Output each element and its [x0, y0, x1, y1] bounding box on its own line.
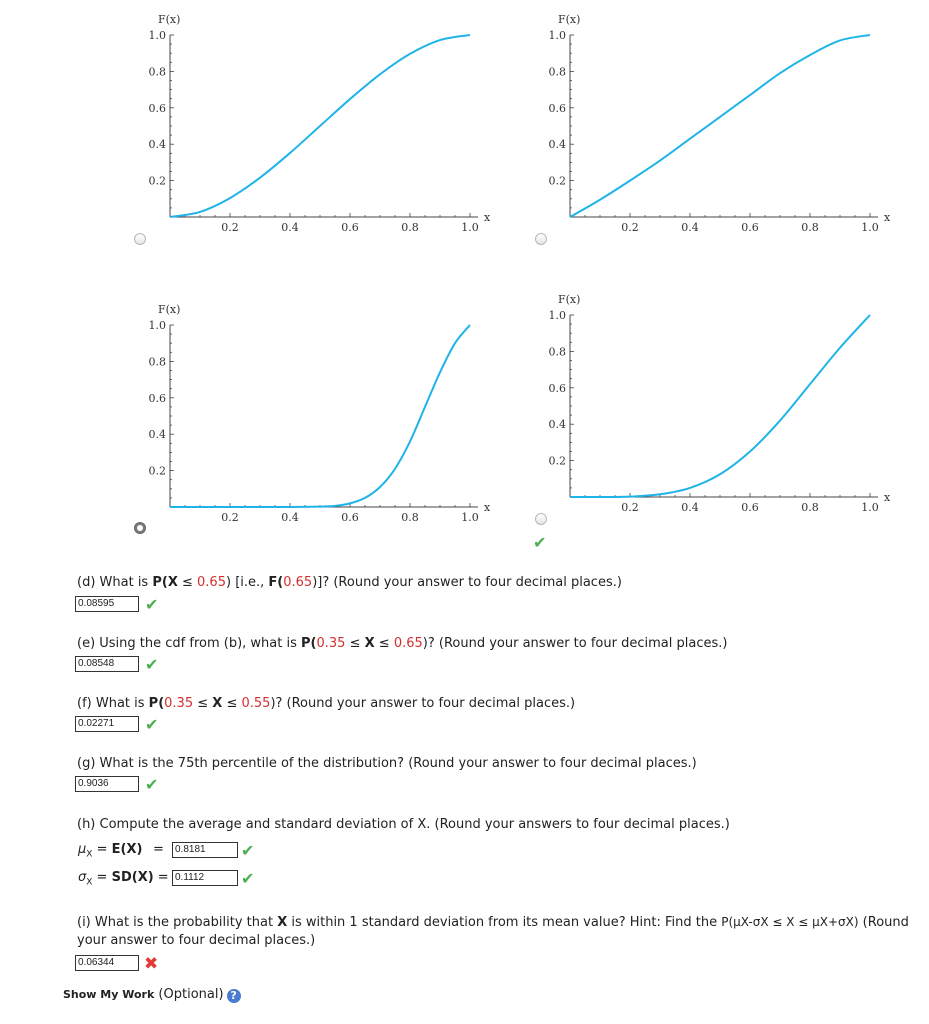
x-tick-label: 0.2: [621, 221, 639, 234]
question-f: (f) What is P(0.35 ≤ X ≤ 0.55)? (Round your answer to four decimal places.): [77, 696, 576, 711]
help-icon[interactable]: ?: [227, 989, 241, 1003]
y-tick-label: 0.2: [548, 454, 566, 468]
y-tick-label: 0.6: [148, 101, 166, 115]
x-tick-label: 0.4: [281, 511, 299, 524]
answer-e-input[interactable]: 0.08548: [75, 656, 139, 672]
answer-g-input[interactable]: 0.9036: [75, 776, 139, 792]
radio-option-c[interactable]: [134, 522, 146, 534]
x-axis-label: x: [484, 211, 491, 224]
check-icon: ✔: [533, 533, 547, 552]
cdf-curve: [570, 315, 870, 497]
cdf-curve: [170, 35, 470, 217]
y-tick-label: 0.2: [148, 174, 166, 188]
x-tick-label: 0.2: [621, 501, 639, 514]
check-icon: ✔: [241, 841, 255, 860]
question-e: (e) Using the cdf from (b), what is P(0.35 ≤ X ≤ 0.65)? (Round your answer to four decimal places.): [77, 636, 728, 651]
x-tick-label: 0.8: [401, 511, 419, 524]
y-tick-label: 0.8: [548, 345, 566, 359]
y-axis-label: F(x): [558, 293, 581, 306]
mu-equals: =: [153, 842, 164, 857]
y-tick-label: 1.0: [548, 309, 566, 322]
radio-option-a[interactable]: [134, 233, 146, 245]
cdf-chart-c: [125, 295, 495, 535]
x-axis-label: x: [884, 211, 891, 224]
y-tick-label: 1.0: [548, 29, 566, 42]
y-tick-label: 0.6: [548, 381, 566, 395]
cdf-curve: [570, 35, 870, 217]
x-tick-label: 1.0: [461, 511, 479, 524]
y-tick-label: 0.4: [148, 138, 166, 152]
x-tick-label: 0.4: [681, 221, 699, 234]
question-d: (d) What is P(X ≤ 0.65) [i.e., F(0.65)]? (Round your answer to four decimal places.): [77, 575, 622, 590]
y-tick-label: 1.0: [148, 29, 166, 42]
x-tick-label: 1.0: [461, 221, 479, 234]
y-tick-label: 0.8: [148, 355, 166, 369]
y-tick-label: 0.4: [548, 418, 566, 432]
x-tick-label: 1.0: [861, 501, 879, 514]
cdf-chart-d: [525, 285, 895, 525]
answer-f-input[interactable]: 0.02271: [75, 716, 139, 732]
x-tick-label: 0.8: [801, 221, 819, 234]
question-h: (h) Compute the average and standard deviation of X. (Round your answers to four decimal places.): [77, 817, 730, 832]
cdf-curve: [170, 325, 470, 507]
question-i: (i) What is the probability that X is within 1 standard deviation from its mean value? Hint: Find the P(μX-σX ≤ X ≤ μX+σX) (Round your answer to four decimal places.): [77, 915, 909, 948]
x-axis-label: x: [884, 491, 891, 504]
x-tick-label: 0.4: [281, 221, 299, 234]
y-tick-label: 0.4: [148, 428, 166, 442]
x-tick-label: 0.2: [221, 221, 239, 234]
sigma-label: $\sigma_X = SD(X)$ =: [78, 870, 169, 888]
x-tick-label: 0.6: [341, 511, 359, 524]
x-tick-label: 0.8: [401, 221, 419, 234]
sigma-input[interactable]: 0.1112: [172, 870, 238, 886]
answer-i-input[interactable]: 0.06344: [75, 955, 139, 971]
x-tick-label: 0.6: [341, 221, 359, 234]
y-axis-label: F(x): [158, 303, 181, 316]
mu-label: $\mu_X = E(X)$: [78, 842, 143, 860]
check-icon: ✔: [145, 775, 159, 794]
check-icon: ✔: [145, 595, 159, 614]
y-axis-label: F(x): [558, 13, 581, 26]
radio-option-d[interactable]: [535, 513, 547, 525]
y-tick-label: 0.6: [148, 391, 166, 405]
x-tick-label: 0.4: [681, 501, 699, 514]
y-tick-label: 0.4: [548, 138, 566, 152]
cross-icon: ✖: [144, 954, 159, 974]
x-tick-label: 0.8: [801, 501, 819, 514]
show-my-work-toggle[interactable]: Show My Work (Optional) ?: [63, 987, 241, 1003]
x-tick-label: 0.2: [221, 511, 239, 524]
radio-option-b[interactable]: [535, 233, 547, 245]
y-tick-label: 0.6: [548, 101, 566, 115]
y-tick-label: 0.8: [148, 65, 166, 79]
mu-input[interactable]: 0.8181: [172, 842, 238, 858]
x-axis-label: x: [484, 501, 491, 514]
check-icon: ✔: [145, 655, 159, 674]
check-icon: ✔: [145, 715, 159, 734]
question-g: (g) What is the 75th percentile of the distribution? (Round your answer to four decimal places.): [77, 756, 697, 771]
y-tick-label: 0.8: [548, 65, 566, 79]
y-tick-label: 0.2: [548, 174, 566, 188]
check-icon: ✔: [241, 869, 255, 888]
cdf-chart-b: [525, 5, 895, 245]
answer-d-input[interactable]: 0.08595: [75, 596, 139, 612]
y-tick-label: 0.2: [148, 464, 166, 478]
cdf-chart-a: [125, 5, 495, 245]
x-tick-label: 0.6: [741, 501, 759, 514]
y-tick-label: 1.0: [148, 319, 166, 332]
x-tick-label: 0.6: [741, 221, 759, 234]
y-axis-label: F(x): [158, 13, 181, 26]
x-tick-label: 1.0: [861, 221, 879, 234]
